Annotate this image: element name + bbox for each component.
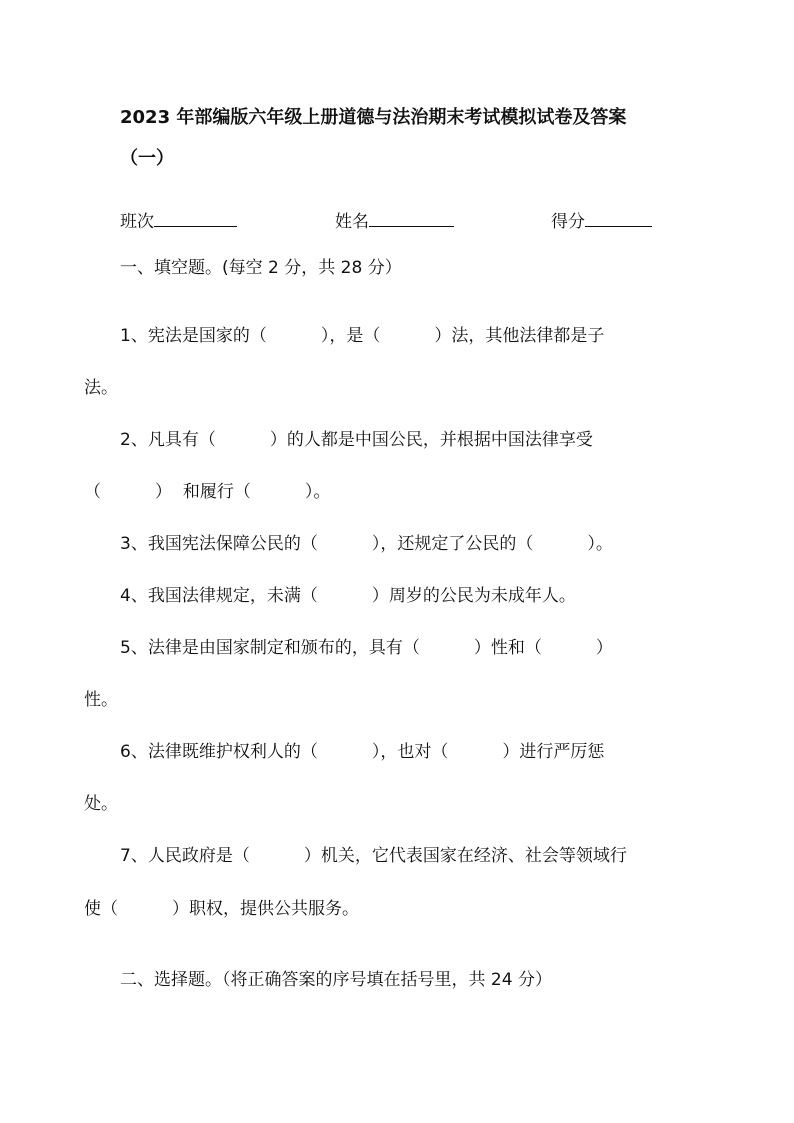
- question-1-line-1: 1、宪法是国家的（ ），是（ ）法，其他法律都是子: [120, 326, 605, 346]
- question-5-line-2: 性。: [84, 690, 118, 710]
- name-field[interactable]: [335, 208, 454, 234]
- question-3: 3、我国宪法保障公民的（ ），还规定了公民的（ ）。: [120, 534, 613, 554]
- section1-heading: 一、填空题。(每空 2 分，共 28 分）: [120, 258, 402, 278]
- section2-heading: 二、选择题。（将正确答案的序号填在括号里，共 24 分）: [120, 970, 552, 990]
- score-blank[interactable]: [585, 208, 652, 227]
- document-title: 2023 年部编版六年级上册道德与法治期末考试模拟试卷及答案: [120, 107, 627, 128]
- question-1-line-2: 法。: [84, 378, 118, 398]
- question-7-line-2: 使（ ）职权，提供公共服务。: [84, 899, 360, 919]
- question-5-line-1: 5、法律是由国家制定和颁布的，具有（ ）性和（ ）: [120, 638, 613, 658]
- score-field[interactable]: [551, 208, 652, 234]
- question-4: 4、我国法律规定，未满（ ）周岁的公民为未成年人。: [120, 586, 576, 606]
- question-7-line-1: 7、人民政府是（ ）机关，它代表国家在经济、社会等领域行: [120, 846, 627, 866]
- question-6-line-2: 处。: [84, 794, 118, 814]
- name-blank[interactable]: [369, 208, 454, 227]
- question-2-line-2: （ ） 和履行（ ）。: [84, 482, 331, 502]
- class-field[interactable]: [120, 208, 237, 234]
- score-label: 得分: [551, 212, 585, 232]
- question-6-line-1: 6、法律既维护权利人的（ ），也对（ ）进行严厉惩: [120, 742, 605, 762]
- class-blank[interactable]: [154, 208, 237, 227]
- document-subtitle: （一）: [120, 148, 174, 169]
- class-label: 班次: [120, 212, 154, 232]
- name-label: 姓名: [335, 212, 369, 232]
- question-2-line-1: 2、凡具有（ ）的人都是中国公民，并根据中国法律享受: [120, 430, 593, 450]
